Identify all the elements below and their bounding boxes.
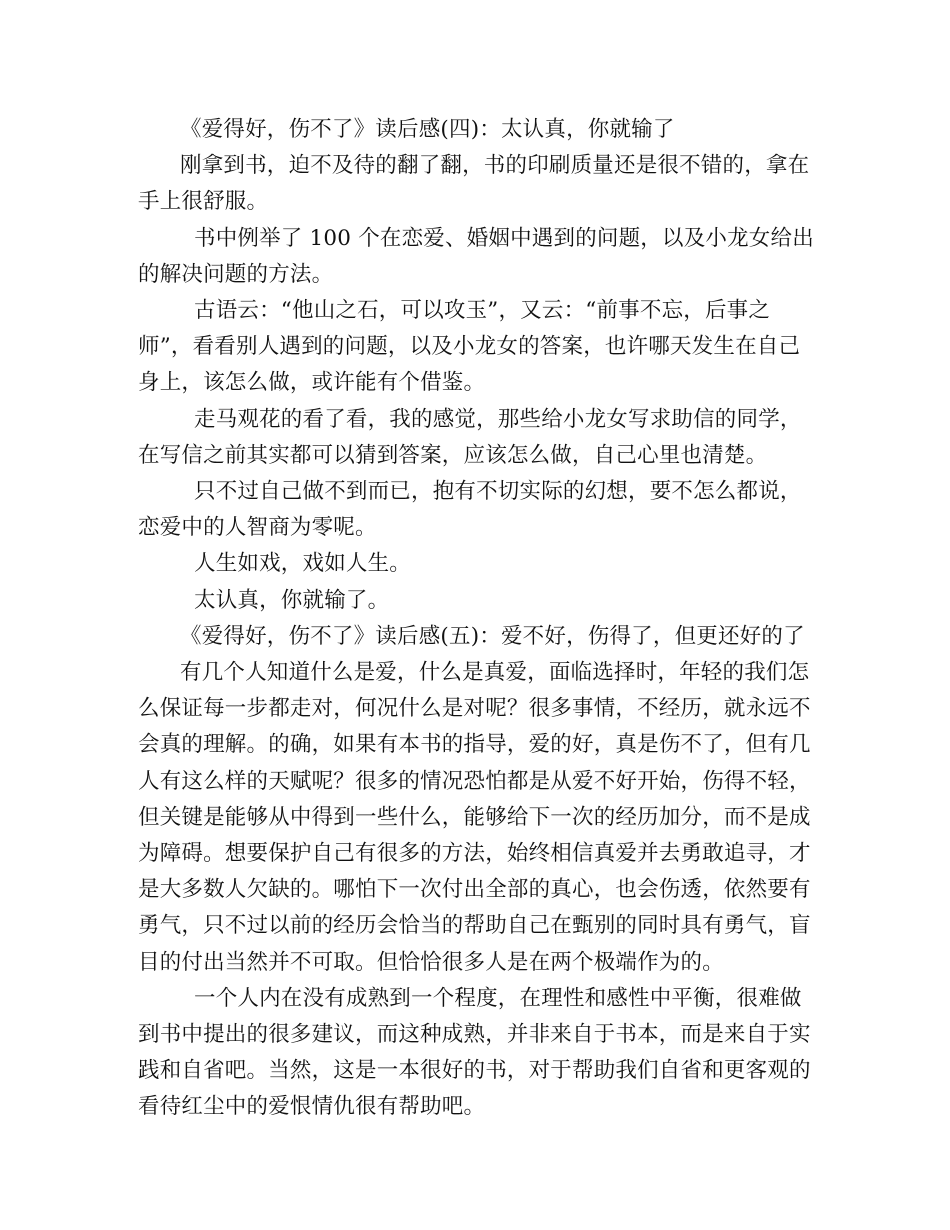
text-line: 勇气，只不过以前的经历会恰当的帮助自己在甄别的同时具有勇气，盲	[138, 913, 811, 939]
text-line: 目的付出当然并不可取。但恰恰很多人是在两个极端作为的。	[138, 949, 724, 975]
text-line: 古语云：“他山之石，可以攻玉”，又云：“前事不忘，后事之	[194, 298, 771, 323]
text-line: 身上，该怎么做，或许能有个借鉴。	[138, 370, 486, 396]
text-line: 手上很舒服。	[138, 189, 269, 215]
text-line: 践和自省吧。当然，这是一本很好的书，对于帮助我们自省和更客观的	[138, 1058, 811, 1084]
text-line: 一个人内在没有成熟到一个程度，在理性和感性中平衡，很难做	[194, 985, 802, 1011]
text-line: 是大多数人欠缺的。哪怕下一次付出全部的真心，也会伤透，依然要有	[138, 877, 811, 903]
text-line: 看待红尘中的爱恨情仇很有帮助吧。	[138, 1094, 486, 1120]
text-line: 只不过自己做不到而已，抱有不切实际的幻想，要不怎么都说，	[194, 479, 802, 504]
text-line: 太认真，你就输了。	[194, 587, 390, 613]
text-line: 《爱得好，伤不了》读后感(四)：太认真，你就输了	[180, 117, 675, 142]
text-line: 的解决问题的方法。	[138, 261, 334, 287]
text-line: 《爱得好，伤不了》读后感(五)：爱不好，伤得了，但更还好的了	[180, 623, 805, 649]
text-line: 人有这么样的天赋呢？很多的情况恐怕都是从爱不好开始，伤得不轻，	[138, 768, 811, 794]
text-line: 恋爱中的人智商为零呢。	[138, 515, 377, 541]
text-line: 为障碍。想要保护自己有很多的方法，始终相信真爱并去勇敢追寻，才	[138, 841, 811, 866]
text-line: 么保证每一步都走对，何况什么是对呢？很多事情，不经历，就永远不	[138, 696, 811, 722]
text-line: 师”，看看别人遇到的问题，以及小龙女的答案，也许哪天发生在自己	[138, 334, 801, 360]
text-line: 走马观花的看了看，我的感觉，那些给小龙女写求助信的同学，	[194, 406, 802, 432]
text-line: 刚拿到书，迫不及待的翻了翻，书的印刷质量还是很不错的，拿在	[180, 153, 810, 179]
text-line: 但关键是能够从中得到一些什么，能够给下一次的经历加分，而不是成	[138, 804, 811, 830]
text-line: 到书中提出的很多建议，而这种成熟，并非来自于书本，而是来自于实	[138, 1022, 811, 1047]
text-line: 人生如戏，戏如人生。	[194, 551, 412, 577]
text-line: 有几个人知道什么是爱，什么是真爱，面临选择时，年轻的我们怎	[180, 660, 810, 685]
text-line: 在写信之前其实都可以猜到答案，应该怎么做，自己心里也清楚。	[138, 442, 768, 468]
text-line: 会真的理解。的确，如果有本书的指导，爱的好，真是伤不了，但有几	[138, 732, 811, 758]
text-line: 书中例举了 100 个在恋爱、婚姻中遇到的问题，以及小龙女给出	[194, 225, 814, 251]
